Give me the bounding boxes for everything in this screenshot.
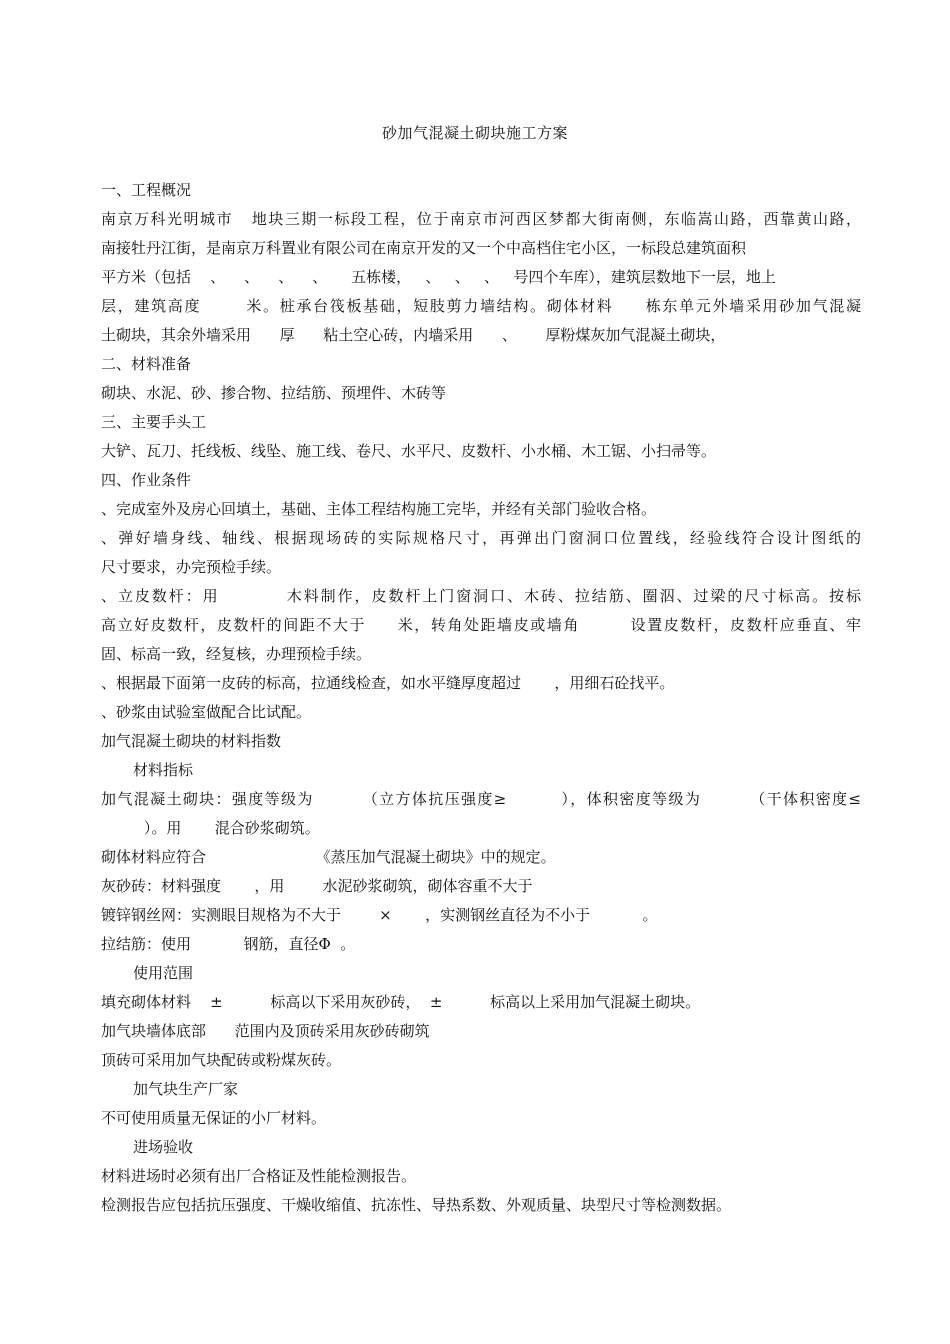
subsection-heading: 进场验收	[133, 1138, 194, 1156]
text-line: 不可使用质量无保证的小厂材料。	[101, 1109, 327, 1127]
text-line: 检测报告应包括抗压强度、干燥收缩值、抗冻性、导热系数、外观质量、块型尺寸等检测数据。	[101, 1196, 732, 1214]
text-line: 南京万科光明城市 地块三期一标段工程，位于南京市河西区梦都大街南侧，东临嵩山路，西靠黄山路，	[101, 210, 861, 228]
text-line: 尺寸要求，办完预检手续。	[101, 558, 282, 576]
subsection-heading: 材料指标	[133, 761, 194, 779]
text-line: 、立皮数杆：用 木料制作，皮数杆上门窗洞口、木砖、拉结筋、圈泅、过梁的尺寸标高。按标	[101, 587, 861, 605]
text-line: 加气混凝土砌块：强度等级为 （立方体抗压强度≥ ），体积密度等级为 （干体积密度≤	[101, 790, 861, 808]
text-line: 加气混凝土砌块的材料指数	[101, 732, 282, 750]
text-line: 南接牡丹江街，是南京万科置业有限公司在南京开发的又一个中高档住宅小区，一标段总建筑面积	[101, 239, 747, 257]
text-line: ）。用 混合砂浆砌筑。	[101, 819, 320, 837]
text-line: 灰砂砖：材料强度 ，用 水泥砂浆砌筑，砌体容重不大于	[101, 877, 533, 895]
text-line: 砌体材料应符合 《蒸压加气混凝土砌块》中的规定。	[101, 848, 556, 866]
text-line: 土砌块，其余外墙采用 厚 粘土空心砖，内墙采用 、 厚粉煤灰加气混凝土砌块，	[101, 326, 726, 344]
text-line: 平方米（包括 、 、 、 、 五栋楼， 、 、 、 号四个车库），建筑层数地下一层，地上	[101, 268, 776, 286]
text-line: 砌块、水泥、砂、掺合物、拉结筋、预埋件、木砖等	[101, 384, 447, 402]
text-line: 加气块墙体底部 范围内及顶砖采用灰砂砖砌筑	[101, 1022, 430, 1040]
text-line: 材料进场时必须有出厂合格证及性能检测报告。	[101, 1167, 417, 1185]
section-heading: 四、作业条件	[101, 471, 192, 489]
section-heading: 三、主要手头工	[101, 413, 207, 431]
text-line: 层，建筑高度 米。桩承台筏板基础，短肢剪力墙结构。砌体材料 栋东单元外墙采用砂加气混凝	[101, 297, 861, 315]
text-line: 顶砖可采用加气块配砖或粉煤灰砖。	[101, 1051, 342, 1069]
section-heading: 二、材料准备	[101, 355, 192, 373]
text-line: 拉结筋：使用 钢筋，直径Φ 。	[101, 935, 356, 953]
text-line: 、完成室外及房心回填土，基础、主体工程结构施工完毕，并经有关部门验收合格。	[101, 500, 657, 518]
section-heading: 一、工程概况	[101, 181, 192, 199]
text-line: 大铲、瓦刀、托线板、线坠、施工线、卷尺、水平尺、皮数杆、小水桶、木工锯、小扫帚等。	[101, 442, 717, 460]
document-title: 砂加气混凝土砌块施工方案	[381, 124, 568, 142]
text-line: 高立好皮数杆，皮数杆的间距不大于 米，转角处距墙皮或墙角 设置皮数杆，皮数杆应垂直、牢	[101, 616, 861, 634]
subsection-heading: 加气块生产厂家	[133, 1080, 239, 1098]
text-line: 、根据最下面第一皮砖的标高，拉通线检查，如水平缝厚度超过 ，用细石砼找平。	[101, 674, 675, 692]
text-line: 镀锌钢丝网：实测眼目规格为不大于 × ，实测钢丝直径为不小于 。	[101, 906, 658, 924]
document-body	[101, 176, 861, 1220]
text-line: 、砂浆由试验室做配合比试配。	[101, 703, 312, 721]
text-line: 填充砌体材料 ± 标高以下采用灰砂砖， ± 标高以上采用加气混凝土砌块。	[101, 993, 701, 1011]
text-line: 固、标高一致，经复核，办理预检手续。	[101, 645, 372, 663]
subsection-heading: 使用范围	[133, 964, 194, 982]
text-line: 、弹好墙身线、轴线、根据现场砖的实际规格尺寸，再弹出门窗洞口位置线，经验线符合设计图纸的	[101, 529, 861, 547]
